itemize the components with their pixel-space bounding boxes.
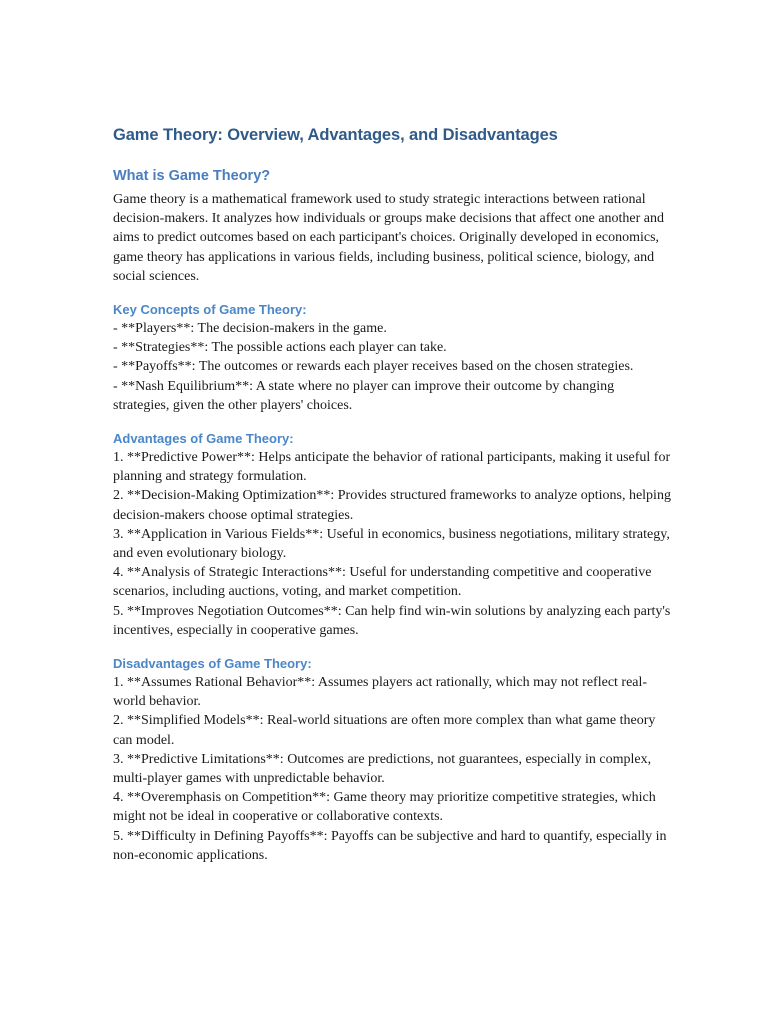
- key-concepts-list: [113, 319, 673, 415]
- intro-section: [113, 166, 673, 286]
- intro-paragraph: Game theory is a mathematical framework used to study strategic interactions between rational decision-makers. It analyzes how individuals or groups make decisions that affect one another and aims to predict outcomes based on each participant's choices. Originally developed in economics, game theory has applications in various fields, including business, political science, biology, and social sciences.: [113, 192, 665, 284]
- list-item: 3. **Predictive Limitations**: Outcomes are predictions, not guarantees, especially in complex, multi-player games with unpredictable behavior.: [113, 751, 652, 787]
- disadvantages-section: [113, 654, 673, 865]
- list-item: 4. **Analysis of Strategic Interactions**: Useful for understanding competitive and cooperative scenarios, including auctions, voting, and market competition.: [113, 565, 652, 600]
- advantages-section: [113, 429, 673, 640]
- disadvantages-list: [113, 673, 673, 865]
- advantages-list: [113, 448, 673, 640]
- list-item: 3. **Application in Various Fields**: Useful in economics, business negotiations, military strategy, and even evolutionary biology.: [113, 526, 670, 562]
- list-item: 1. **Assumes Rational Behavior**: Assumes players act rationally, which may not reflect real-world behavior.: [113, 675, 648, 710]
- advantages-heading: Advantages of Game Theory:: [113, 431, 294, 447]
- list-item: 2. **Simplified Models**: Real-world situations are often more complex than what game theory can model.: [113, 713, 656, 748]
- list-item: 5. **Improves Negotiation Outcomes**: Can help find win-win solutions by analyzing each party's incentives, especially in cooperative games.: [113, 603, 671, 638]
- document-title: Game Theory: Overview, Advantages, and Disadvantages: [113, 126, 558, 144]
- key-concepts-heading: Key Concepts of Game Theory:: [113, 302, 307, 318]
- list-item: - **Players**: The decision-makers in the game.: [113, 321, 387, 337]
- list-item: - **Nash Equilibrium**: A state where no player can improve their outcome by changing strategies, given the other players' choices.: [113, 378, 615, 413]
- disadvantages-heading: Disadvantages of Game Theory:: [113, 656, 312, 672]
- list-item: 2. **Decision-Making Optimization**: Provides structured frameworks to analyze options, helping decision-makers choose optimal strategies.: [113, 488, 671, 523]
- list-item: 5. **Difficulty in Defining Payoffs**: Payoffs can be subjective and hard to quantify, especially in non-economic applications.: [113, 828, 667, 863]
- list-item: - **Payoffs**: The outcomes or rewards each player receives based on the chosen strategies.: [113, 359, 634, 375]
- list-item: 1. **Predictive Power**: Helps anticipate the behavior of rational participants, making it useful for planning and strategy formulation.: [113, 450, 671, 485]
- intro-heading: What is Game Theory?: [113, 168, 271, 184]
- key-concepts-section: [113, 300, 673, 415]
- document-page: [113, 124, 673, 879]
- list-item: 4. **Overemphasis on Competition**: Game theory may prioritize competitive strategies, which might not be ideal in cooperative or collaborative contexts.: [113, 790, 656, 825]
- list-item: - **Strategies**: The possible actions each player can take.: [113, 340, 447, 356]
